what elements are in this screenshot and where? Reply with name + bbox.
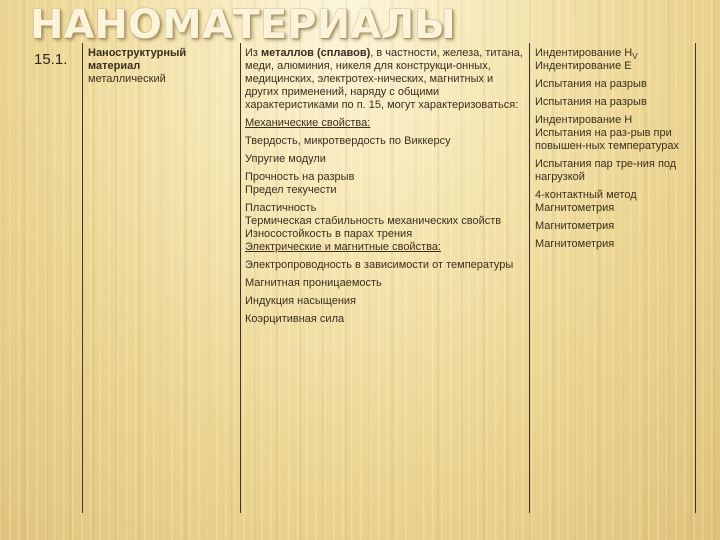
el-conductivity: Электропроводность в зависимости от температуры — [245, 259, 514, 271]
intro-prefix: Из — [245, 47, 262, 59]
mech-strength: Прочность на разрыв — [245, 171, 355, 183]
mech-elastic: Упругие модули — [245, 153, 326, 165]
slide-title: НАНОМАТЕРИАЛЫ — [30, 2, 456, 48]
method-indent-hv: Индентирование $H_V$ — [535, 47, 638, 62]
intro-bold: металлов (сплавов) — [261, 47, 371, 59]
mech-yield: Предел текучести — [245, 184, 337, 196]
row-number: 15.1. — [34, 51, 68, 68]
description-intro — [245, 47, 525, 112]
method-magnetometry-1: Магнитометрия — [535, 202, 615, 214]
intro-rest: , в частности, железа, титана, меди, алюминия, никеля для конструкци-онных, медицинских, электротех-нических, магнитных и других применений, наряду с общими характеристиками по п. 15, могут характеризоваться: — [245, 47, 523, 111]
method-indent-e: Индентирование E — [535, 60, 632, 72]
electric-header: Электрические и магнитные свойства: — [245, 241, 442, 253]
table-divider-2 — [240, 43, 241, 513]
material-name: Наноструктурный материал — [88, 47, 187, 72]
material-type: металлический — [88, 73, 166, 85]
method-tensile-2: Испытания на разрыв — [535, 96, 647, 108]
mech-wear: Износостойкость в парах трения — [245, 228, 413, 240]
method-magnetometry-2: Магнитометрия — [535, 220, 615, 232]
el-coercive: Коэрцитивная сила — [245, 313, 345, 325]
mech-plasticity: Пластичность — [245, 202, 317, 214]
description-cell — [245, 47, 525, 331]
method-indent-hv-sub: V — [632, 52, 638, 62]
method-friction: Испытания пар тре-ния под нагрузкой — [535, 158, 677, 183]
method-magnetometry-3: Магнитометрия — [535, 238, 615, 250]
method-four-probe: 4-контактный метод — [535, 189, 637, 201]
mech-hardness: Твердость, микротвердость по Виккерсу — [245, 135, 451, 147]
el-saturation: Индукция насыщения — [245, 295, 356, 307]
method-tensile-1: Испытания на разрыв — [535, 78, 647, 90]
method-indent-h: Индентирование H — [535, 114, 633, 126]
table-divider-3 — [529, 43, 530, 513]
el-permeability: Магнитная проницаемость — [245, 277, 382, 289]
mechanical-header: Механические свойства: — [245, 117, 371, 129]
methods-cell — [535, 47, 700, 256]
material-cell — [88, 47, 238, 86]
table-divider-1 — [82, 43, 83, 513]
method-hot-tensile: Испытания на раз-рыв при повышен-ных температурах — [535, 127, 679, 152]
mech-thermal: Термическая стабильность механических свойств — [245, 215, 502, 227]
